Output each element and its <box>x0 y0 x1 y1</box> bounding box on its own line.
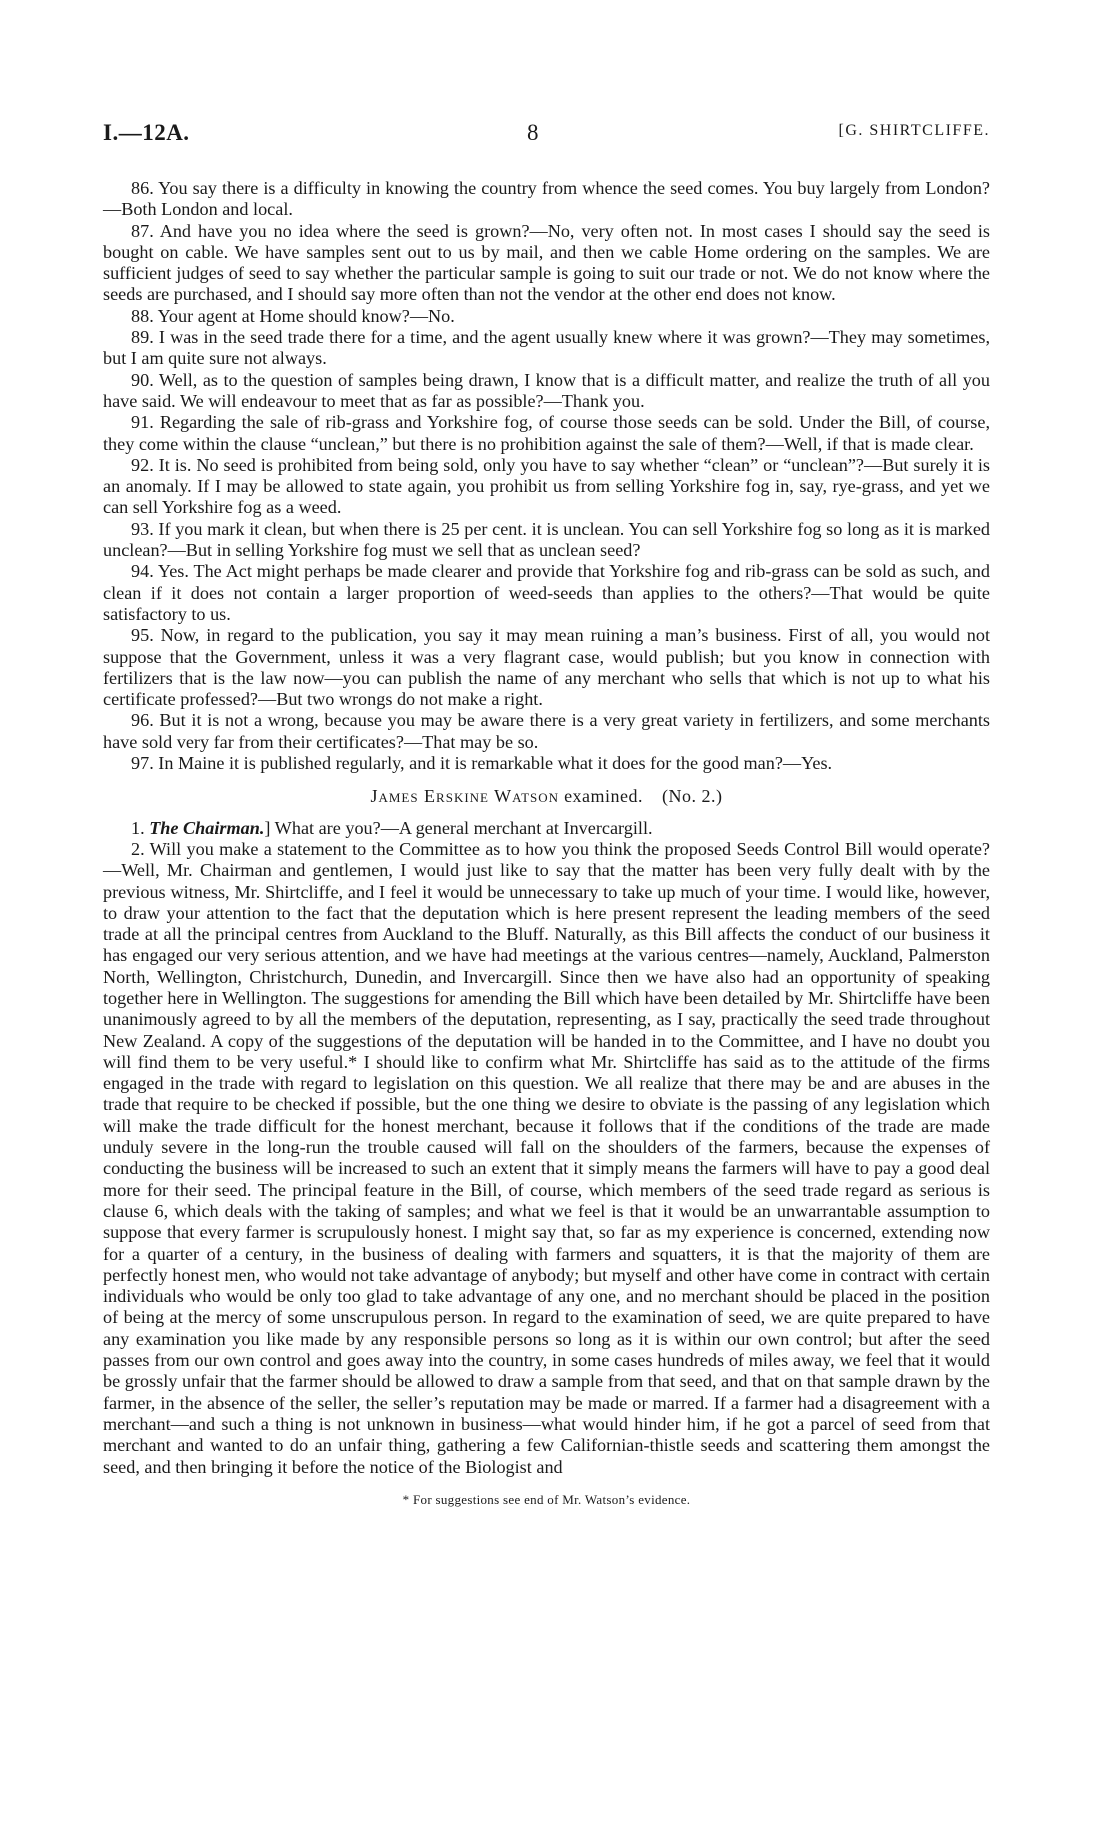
witness-examined-label: examined. <box>564 786 644 807</box>
paragraph-88: 88. Your agent at Home should know?—No. <box>131 305 455 326</box>
paper-reference: I.—12A. <box>103 120 190 145</box>
witness-number: (No. 2.) <box>662 786 723 807</box>
witness-running-head: [G. SHIRTCLIFFE. <box>838 122 990 139</box>
page-header <box>103 112 990 152</box>
q1-number: 1. <box>131 817 145 838</box>
page-number: 8 <box>527 120 539 145</box>
witness-heading <box>103 786 990 807</box>
document-page <box>103 112 990 1832</box>
paragraph-q1 <box>103 818 990 839</box>
paragraph-q2: 2. Will you make a statement to the Committee as to how you think the proposed Seeds Control Bill would operate?—Well, Mr. Chairman and gentlemen, I would just like to say that the matter has been very fully dealt with by the previous witness, Mr. Shirtcliffe, and I feel it would be unnecessary to take up much of your time. I would like, however, to draw your attention to the fact that the deputation which is here present represent the leading members of the seed trade at all the principal centres from Auckland to the Bluff. Naturally, as this Bill affects the conduct of our business it has engaged our very serious attention, and we have had meetings at the various centres—namely, Auckland, Palmerston North, Wellington, Christchurch, Dunedin, and Invercargill. Since then we have also had an opportunity of speaking together here in Wellington. The suggestions for amending the Bill which have been detailed by Mr. Shirtcliffe have been unanimously agreed to by all the members of the deputation, representing, as I say, practically the seed trade throughout New Zealand. A copy of the suggestions of the deputation will be handed in to the Committee, and I have no doubt you will find them to be very useful.* I should like to confirm what Mr. Shirtcliffe has said as to the attitude of the firms engaged in the trade with regard to legislation on this question. We all realize that there may be and are abuses in the trade that require to be checked if possible, but the one thing we desire to obviate is the passing of any legislation which will make the trade difficult for the honest merchant, because it follows that if the conditions of the trade are made unduly severe in the long-run the trouble caused will fall on the shoulders of the farmers, because the expenses of conducting the business will be increased to such an extent that it simply means the farmers will have to pay a good deal more for their seed. The principal feature in the Bill, of course, which members of the seed trade regard as serious is clause 6, which deals with the taking of samples; and what we feel is that it would be an unwarrantable assumption to suppose that every farmer is scrupulously honest. I might say that, so far as my experience is concerned, extending now for a quarter of a century, in the business of dealing with farmers and squatters, it is that the majority of them are perfectly honest men, who would not take advantage of anybody; but myself and other have come in contract with certain individuals who would be only too glad to take advantage of any one, and no merchant should be placed in the position of being at the mercy of some unscrupulous person. In regard to the examination of seed, we are quite prepared to have any examination you like made by any responsible persons so long as it is within our own control; but after the seed passes from our own control and goes away into the country, in some cases hundreds of miles away, we feel that it would be grossly unfair that the farmer should be allowed to draw a sample from that seed, and that on that sample drawn by the farmer, in the absence of the seller, the seller’s reputation may be made or marred. If a farmer had a disagreement with a merchant—and such a thing is not unknown in business—what would hinder him, if he got a parcel of seed from that merchant and wanted to do an unfair thing, gathering a few Californian-thistle seeds and scattering them amongst the seed, and then bringing it before the notice of the Biologist and <box>103 838 990 1477</box>
paragraph-87: 87. And have you no idea where the seed is grown?—No, very often not. In most cases I should say the seed is bought on cable. We have samples sent out to us by mail, and then we cable Home ordering on the samples. We are sufficient judges of seed to say whether the particular sample is going to suit our trade or not. We do not know where the seeds are purchased, and I should say more often than not the vendor at the other end does not know. <box>103 220 990 305</box>
q1-speaker: The Chairman. <box>149 817 265 838</box>
document-body <box>103 178 990 1478</box>
paragraph-95: 95. Now, in regard to the publication, you say it may mean ruining a man’s business. First of all, you would not suppose that the Government, unless it was a very flagrant case, would publish; but you know in connection with fertilizers that is the law now—you can publish the name of any merchant who sells that which is not up to what his certificate professed?—But two wrongs do not make a right. <box>103 625 990 710</box>
paragraph-96: 96. But it is not a wrong, because you may be aware there is a very great variety in fertilizers, and some merchants have sold very far from their certificates?—That may be so. <box>103 710 990 752</box>
paragraph-94: 94. Yes. The Act might perhaps be made clearer and provide that Yorkshire fog and rib-grass can be sold as such, and clean if it does not contain a larger proportion of weed-seeds than applies to the others?—That would be quite satisfactory to us. <box>103 561 990 624</box>
paragraph-93: 93. If you mark it clean, but when there is 25 per cent. it is unclean. You can sell Yorkshire fog so long as it is marked unclean?—But in selling Yorkshire fog must we sell that as unclean seed? <box>103 518 990 561</box>
paragraph-90: 90. Well, as to the question of samples being drawn, I know that is a difficult matter, and realize the truth of all you have said. We will endeavour to meet that as far as possible?—Thank you. <box>103 369 990 411</box>
witness-name: James Erskine Watson <box>370 786 560 807</box>
paragraph-92: 92. It is. No seed is prohibited from being sold, only you have to say whether “clean” or “unclean”?—But surely it is an anomaly. If I may be allowed to state again, you prohibit us from selling Yorkshire fog in, say, rye-grass, and yet we can sell Yorkshire fog as a weed. <box>103 454 990 518</box>
paragraph-89: 89. I was in the seed trade there for a time, and the agent usually knew where it was grown?—They may sometimes, but I am quite sure not always. <box>103 327 990 369</box>
paragraph-86: 86. You say there is a difficulty in knowing the country from whence the seed comes. You buy largely from London?—Both London and local. <box>103 178 990 220</box>
q1-text: ] What are you?—A general merchant at Invercargill. <box>264 817 653 838</box>
paragraph-97: 97. In Maine it is published regularly, and it is remarkable what it does for the good man?—Yes. <box>131 753 833 774</box>
paragraph-91: 91. Regarding the sale of rib-grass and Yorkshire fog, of course those seeds can be sold. Under the Bill, of course, they come within the clause “unclean,” but there is no prohibition against the sale of them?—Well, if that is made clear. <box>103 412 990 454</box>
footnote: * For suggestions see end of Mr. Watson’s evidence. <box>402 1491 691 1507</box>
